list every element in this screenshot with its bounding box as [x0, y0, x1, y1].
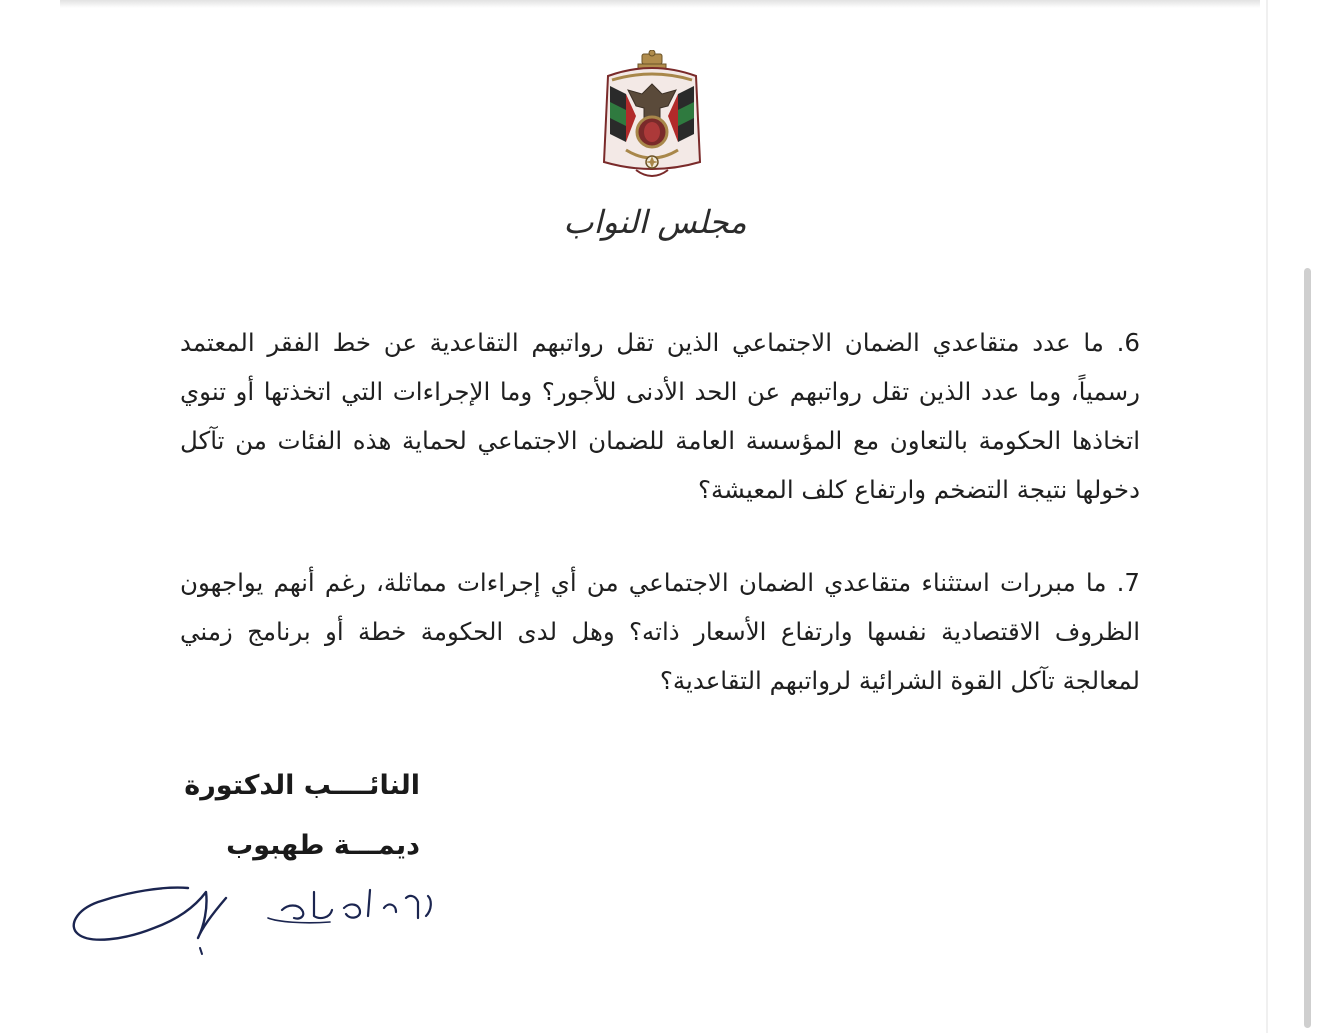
question-number: 7.: [1116, 568, 1140, 597]
question-text: ما مبررات استثناء متقاعدي الضمان الاجتماعي من أي إجراءات مماثلة، رغم أنهم يواجهون الظروف الاقتصادية نفسها وارتفاع الأسعار ذاته؟ وهل لدى الحكومة خطة أو برنامج زمني لمعالجة تآكل القوة الشرائية لرواتبهم التقاعدية؟: [180, 568, 1140, 695]
page-edge: [1266, 0, 1268, 1033]
signatory-title: النائــــب الدكتورة: [184, 770, 420, 801]
question-number: 6.: [1116, 328, 1141, 357]
question-6: [180, 318, 1140, 514]
question-text: ما عدد متقاعدي الضمان الاجتماعي الذين تقل رواتبهم التقاعدية عن خط الفقر المعتمد رسمياً، وما عدد الذين تقل رواتبهم عن الحد الأدنى للأجور؟ وما الإجراءات التي اتخذتها أو تنوي اتخاذها الحكومة بالتعاون مع المؤسسة العامة للضمان الاجتماعي لحماية هذه الفئات من تآكل دخولها نتيجة التضخم وارتفاع كلف المعيشة؟: [180, 328, 1140, 504]
handwritten-signature: [68, 868, 440, 958]
question-7: [180, 558, 1140, 705]
vertical-scrollbar[interactable]: [1304, 268, 1311, 1028]
council-name: مجلس النواب: [563, 203, 747, 241]
signatory-name: ديمـــة طهبوب: [226, 830, 420, 861]
page-top-shadow: [60, 0, 1260, 8]
jordan-coat-of-arms-icon: [596, 50, 708, 185]
